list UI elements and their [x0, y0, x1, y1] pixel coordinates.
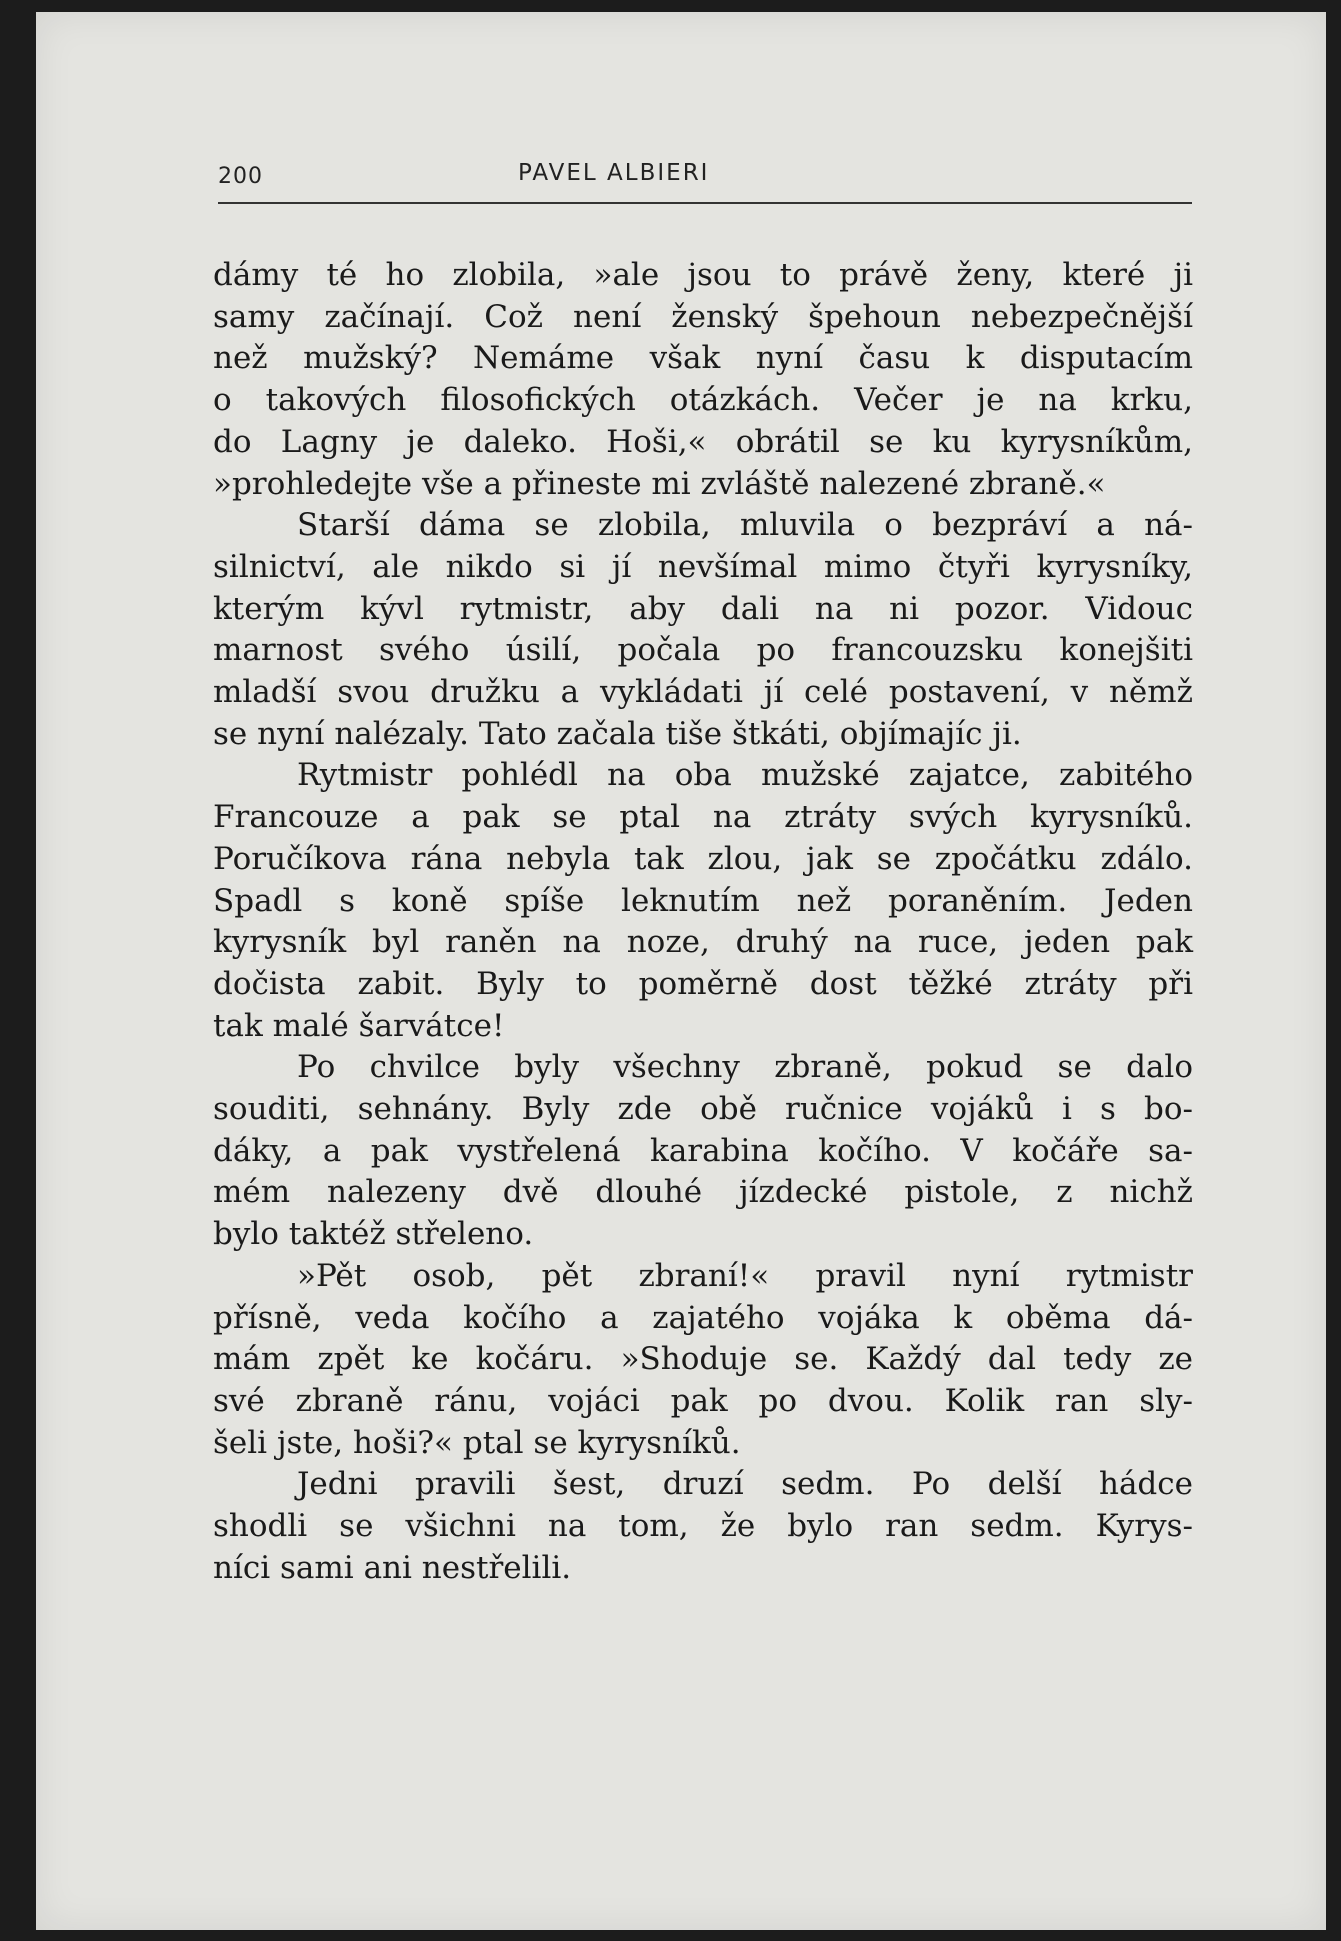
text-line: o takových filosofických otázkách. Večer je na krku, [213, 382, 1193, 419]
paragraph [213, 505, 1193, 755]
text-line: silnictví, ale nikdo si jí nevšímal mimo čtyři kyrysníky, [213, 548, 1193, 585]
text-line: souditi, sehnány. Byly zde obě ručnice vojáků i s bo- [213, 1091, 1193, 1128]
text-line: dočista zabit. Byly to poměrně dost těžké ztráty při [213, 965, 1193, 1002]
paragraph [213, 1464, 1193, 1589]
paragraph [213, 255, 1193, 505]
text-line: se nyní nalézaly. Tato začala tiše štkáti, objímajíc ji. [213, 715, 1022, 752]
text-line: Spadl s koně spíše leknutím než poraněním. Jeden [213, 882, 1193, 919]
text-line: dámy té ho zlobila, »ale jsou to právě ženy, které ji [213, 257, 1193, 293]
text-line: své zbraně ránu, vojáci pak po dvou. Kolik ran sly- [213, 1382, 1193, 1419]
text-line: bylo taktéž střeleno. [213, 1216, 534, 1253]
text-line: Jedni pravili šest, druzí sedm. Po delší hádce [297, 1466, 1193, 1503]
text-line: šeli jste, hoši?« ptal se kyrysníků. [213, 1424, 741, 1461]
body-text [213, 255, 1193, 1590]
text-line: než mužský? Nemáme však nyní času k disputacím [213, 340, 1193, 377]
paragraph [213, 1047, 1193, 1256]
text-line: Francouze a pak se ptal na ztráty svých kyrysníků. [213, 799, 1193, 836]
text-line: mém nalezeny dvě dlouhé jízdecké pistole, z nichž [213, 1174, 1193, 1211]
text-line: marnost svého úsilí, počala po francouzsku konejšiti [213, 632, 1193, 669]
text-line: mladší svou družku a vykládati jí celé postavení, v němž [213, 674, 1193, 711]
text-line: »prohledejte vše a přineste mi zvláště nalezené zbraně.« [213, 465, 1106, 502]
text-line: samy začínají. Což není ženský špehoun nebezpečnější [213, 298, 1193, 335]
text-line: tak malé šarvátce! [213, 1007, 505, 1044]
page-number: 200 [218, 164, 263, 189]
text-line: přísně, veda kočího a zajatého vojáka k oběma dá- [213, 1299, 1193, 1336]
page-header [218, 152, 1192, 192]
paragraph [213, 1256, 1193, 1465]
text-line: shodli se všichni na tom, že bylo ran sedm. Kyrys- [213, 1508, 1193, 1545]
text-line: Starší dáma se zlobila, mluvila o bezpráví a ná- [297, 507, 1193, 544]
text-line: kterým kývl rytmistr, aby dali na ni pozor. Vidouc [213, 590, 1193, 627]
text-line: dáky, a pak vystřelená karabina kočího. V kočáře sa- [213, 1132, 1193, 1169]
text-line: níci sami ani nestřelili. [213, 1549, 572, 1586]
text-line: Po chvilce byly všechny zbraně, pokud se dalo [297, 1049, 1193, 1086]
text-line: mám zpět ke kočáru. »Shoduje se. Každý dal tedy ze [213, 1341, 1193, 1378]
text-line: Rytmistr pohlédl na oba mužské zajatce, zabitého [297, 757, 1193, 794]
text-line: do Lagny je daleko. Hoši,« obrátil se ku kyrysníkům, [213, 423, 1193, 460]
text-line: Poručíkova rána nebyla tak zlou, jak se zpočátku zdálo. [213, 840, 1193, 877]
paragraph [213, 755, 1193, 1047]
running-head: PAVEL ALBIERI [518, 160, 710, 186]
text-line: kyrysník byl raněn na noze, druhý na ruce, jeden pak [213, 924, 1193, 961]
header-rule [218, 202, 1192, 204]
text-line: »Pět osob, pět zbraní!« pravil nyní rytmistr [297, 1257, 1193, 1294]
